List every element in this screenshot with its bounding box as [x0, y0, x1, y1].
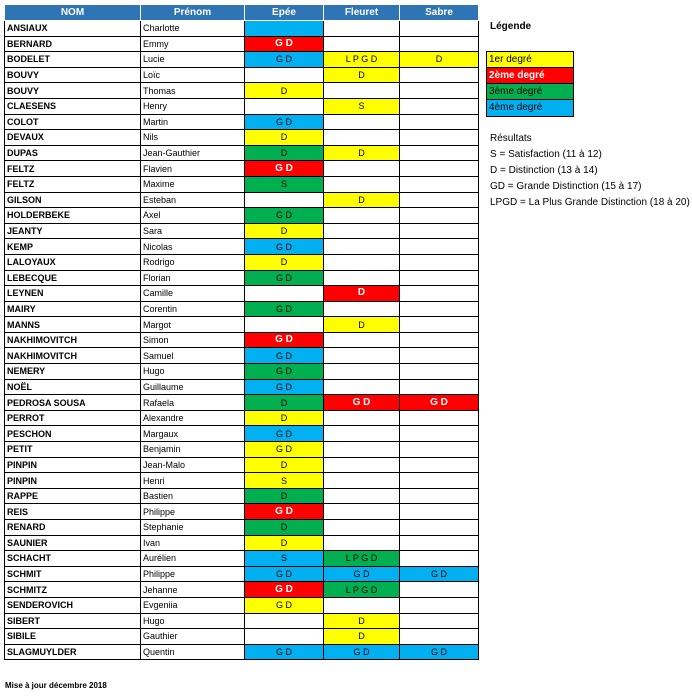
table-row	[5, 176, 479, 192]
cell-sabre: D	[400, 52, 479, 68]
cell-sabre	[400, 130, 479, 146]
cell-sabre	[400, 379, 479, 395]
cell-prenom: Rafaela	[141, 395, 245, 411]
cell-sabre	[400, 301, 479, 317]
legend-item: 3ème degré	[487, 84, 573, 100]
result-line-d: D = Distinction (13 à 14)	[490, 165, 598, 176]
grades-table	[4, 4, 479, 660]
header-sabre: Sabre	[400, 5, 479, 21]
cell-nom: BODELET	[5, 52, 141, 68]
cell-fleuret	[324, 442, 400, 458]
cell-prenom: Jean-Gauthier	[141, 145, 245, 161]
cell-epee: S	[245, 176, 324, 192]
cell-sabre	[400, 332, 479, 348]
cell-fleuret	[324, 520, 400, 536]
cell-prenom: Alexandre	[141, 410, 245, 426]
table-row	[5, 332, 479, 348]
cell-sabre	[400, 270, 479, 286]
cell-sabre	[400, 114, 479, 130]
result-line-lpgd: LPGD = La Plus Grande Distinction (18 à 20)	[490, 197, 690, 208]
table-row	[5, 286, 479, 302]
table-row	[5, 520, 479, 536]
table-row	[5, 395, 479, 411]
cell-fleuret	[324, 301, 400, 317]
cell-nom: MANNS	[5, 317, 141, 333]
cell-epee: G D	[245, 270, 324, 286]
table-row	[5, 270, 479, 286]
cell-prenom: Thomas	[141, 83, 245, 99]
cell-fleuret	[324, 21, 400, 37]
cell-fleuret	[324, 457, 400, 473]
cell-epee	[245, 286, 324, 302]
cell-nom: BERNARD	[5, 36, 141, 52]
header-nom: NOM	[5, 5, 141, 21]
results-title: Résultats	[490, 133, 532, 144]
cell-prenom: Samuel	[141, 348, 245, 364]
cell-sabre: G D	[400, 644, 479, 660]
cell-fleuret: S	[324, 98, 400, 114]
cell-prenom: Aurélien	[141, 551, 245, 567]
cell-prenom: Hugo	[141, 613, 245, 629]
cell-epee: G D	[245, 52, 324, 68]
cell-prenom: Gauthier	[141, 629, 245, 645]
cell-epee: G D	[245, 301, 324, 317]
cell-epee: G D	[245, 504, 324, 520]
cell-nom: SENDEROVICH	[5, 597, 141, 613]
cell-epee: D	[245, 223, 324, 239]
cell-fleuret	[324, 36, 400, 52]
cell-nom: RAPPE	[5, 488, 141, 504]
cell-nom: BOUVY	[5, 67, 141, 83]
cell-fleuret	[324, 504, 400, 520]
cell-fleuret	[324, 114, 400, 130]
cell-nom: NAKHIMOVITCH	[5, 332, 141, 348]
update-note: Mise à jour décembre 2018	[5, 681, 107, 690]
cell-nom: BOUVY	[5, 83, 141, 99]
legend-item: 4ème degré	[487, 100, 573, 116]
table-row	[5, 130, 479, 146]
cell-fleuret	[324, 270, 400, 286]
cell-prenom: Axel	[141, 208, 245, 224]
cell-fleuret	[324, 223, 400, 239]
cell-sabre	[400, 208, 479, 224]
cell-nom: PERROT	[5, 410, 141, 426]
header-fleuret: Fleuret	[324, 5, 400, 21]
cell-nom: LEYNEN	[5, 286, 141, 302]
cell-prenom: Charlotte	[141, 21, 245, 37]
cell-sabre	[400, 629, 479, 645]
cell-prenom: Ivan	[141, 535, 245, 551]
cell-nom: JEANTY	[5, 223, 141, 239]
cell-epee: G D	[245, 348, 324, 364]
cell-fleuret	[324, 130, 400, 146]
cell-prenom: Maxime	[141, 176, 245, 192]
cell-prenom: Loïc	[141, 67, 245, 83]
cell-sabre	[400, 520, 479, 536]
table-row	[5, 457, 479, 473]
cell-epee: G D	[245, 597, 324, 613]
cell-epee: G D	[245, 114, 324, 130]
cell-prenom: Benjamin	[141, 442, 245, 458]
cell-sabre	[400, 488, 479, 504]
cell-epee	[245, 21, 324, 37]
cell-sabre	[400, 597, 479, 613]
cell-prenom: Jehanne	[141, 582, 245, 598]
table-row	[5, 317, 479, 333]
cell-epee	[245, 98, 324, 114]
cell-fleuret	[324, 597, 400, 613]
table-row	[5, 67, 479, 83]
table-body	[5, 21, 479, 660]
cell-prenom: Rodrigo	[141, 254, 245, 270]
cell-sabre	[400, 551, 479, 567]
cell-nom: SCHMITZ	[5, 582, 141, 598]
cell-prenom: Quentin	[141, 644, 245, 660]
cell-epee: S	[245, 473, 324, 489]
table-row	[5, 488, 479, 504]
cell-epee: D	[245, 535, 324, 551]
cell-prenom: Hugo	[141, 364, 245, 380]
table-row	[5, 208, 479, 224]
cell-nom: PESCHON	[5, 426, 141, 442]
table-row	[5, 644, 479, 660]
cell-fleuret	[324, 83, 400, 99]
table-row	[5, 254, 479, 270]
cell-epee: D	[245, 254, 324, 270]
cell-sabre	[400, 21, 479, 37]
cell-fleuret: G D	[324, 566, 400, 582]
cell-nom: COLOT	[5, 114, 141, 130]
cell-sabre	[400, 457, 479, 473]
cell-nom: FELTZ	[5, 176, 141, 192]
cell-prenom: Henri	[141, 473, 245, 489]
cell-epee: G D	[245, 644, 324, 660]
table-row	[5, 504, 479, 520]
cell-epee	[245, 613, 324, 629]
cell-nom: LEBECQUE	[5, 270, 141, 286]
cell-nom: SIBILE	[5, 629, 141, 645]
cell-sabre	[400, 442, 479, 458]
table-row	[5, 21, 479, 37]
cell-prenom: Flavien	[141, 161, 245, 177]
cell-sabre	[400, 176, 479, 192]
table-row	[5, 629, 479, 645]
table-row	[5, 566, 479, 582]
cell-fleuret	[324, 488, 400, 504]
cell-sabre	[400, 67, 479, 83]
cell-epee: G D	[245, 161, 324, 177]
cell-prenom: Jean-Malo	[141, 457, 245, 473]
cell-prenom: Corentin	[141, 301, 245, 317]
cell-sabre: G D	[400, 566, 479, 582]
table-row	[5, 98, 479, 114]
cell-nom: DEVAUX	[5, 130, 141, 146]
cell-fleuret	[324, 410, 400, 426]
cell-prenom: Henry	[141, 98, 245, 114]
cell-prenom: Nils	[141, 130, 245, 146]
cell-epee	[245, 67, 324, 83]
cell-prenom: Margaux	[141, 426, 245, 442]
legend-item: 2ème degré	[487, 68, 573, 84]
cell-prenom: Margot	[141, 317, 245, 333]
cell-nom: MAIRY	[5, 301, 141, 317]
result-line-s: S = Satisfaction (11 à 12)	[490, 149, 602, 160]
cell-fleuret	[324, 473, 400, 489]
table-row	[5, 535, 479, 551]
cell-sabre	[400, 317, 479, 333]
cell-nom: KEMP	[5, 239, 141, 255]
cell-nom: REIS	[5, 504, 141, 520]
cell-nom: PEDROSA SOUSA	[5, 395, 141, 411]
cell-fleuret: D	[324, 67, 400, 83]
cell-fleuret: L P G D	[324, 582, 400, 598]
cell-nom: PINPIN	[5, 473, 141, 489]
table-row	[5, 52, 479, 68]
cell-fleuret: D	[324, 192, 400, 208]
cell-epee: G D	[245, 208, 324, 224]
cell-fleuret	[324, 176, 400, 192]
cell-sabre	[400, 145, 479, 161]
cell-prenom: Nicolas	[141, 239, 245, 255]
cell-fleuret: G D	[324, 644, 400, 660]
table-row	[5, 613, 479, 629]
cell-nom: LALOYAUX	[5, 254, 141, 270]
cell-fleuret	[324, 379, 400, 395]
cell-prenom: Stephanie	[141, 520, 245, 536]
cell-epee: D	[245, 457, 324, 473]
cell-prenom: Camille	[141, 286, 245, 302]
cell-fleuret: D	[324, 613, 400, 629]
table-row	[5, 379, 479, 395]
cell-prenom: Lucie	[141, 52, 245, 68]
cell-prenom: Emmy	[141, 36, 245, 52]
table-row	[5, 348, 479, 364]
legend-box	[486, 51, 574, 117]
cell-fleuret: D	[324, 145, 400, 161]
cell-epee: G D	[245, 442, 324, 458]
table-row	[5, 161, 479, 177]
cell-nom: SAUNIER	[5, 535, 141, 551]
cell-nom: ANSIAUX	[5, 21, 141, 37]
cell-fleuret	[324, 161, 400, 177]
cell-nom: SLAGMUYLDER	[5, 644, 141, 660]
cell-epee: G D	[245, 566, 324, 582]
cell-fleuret: D	[324, 317, 400, 333]
cell-epee: G D	[245, 426, 324, 442]
cell-sabre	[400, 613, 479, 629]
cell-epee: G D	[245, 582, 324, 598]
table-row	[5, 473, 479, 489]
result-line-gd: GD = Grande Distinction (15 à 17)	[490, 181, 642, 192]
cell-prenom: Sara	[141, 223, 245, 239]
table-row	[5, 239, 479, 255]
cell-nom: RENARD	[5, 520, 141, 536]
cell-epee	[245, 317, 324, 333]
cell-sabre	[400, 239, 479, 255]
cell-nom: SCHMIT	[5, 566, 141, 582]
table-row	[5, 192, 479, 208]
cell-nom: CLAESENS	[5, 98, 141, 114]
cell-prenom: Bastien	[141, 488, 245, 504]
table-row	[5, 114, 479, 130]
cell-epee: G D	[245, 332, 324, 348]
cell-fleuret	[324, 332, 400, 348]
cell-epee: D	[245, 410, 324, 426]
cell-fleuret: L P G D	[324, 52, 400, 68]
cell-fleuret	[324, 254, 400, 270]
table-row	[5, 597, 479, 613]
cell-sabre	[400, 83, 479, 99]
cell-sabre: G D	[400, 395, 479, 411]
cell-epee: D	[245, 395, 324, 411]
table-row	[5, 442, 479, 458]
cell-nom: SCHACHT	[5, 551, 141, 567]
cell-sabre	[400, 364, 479, 380]
cell-nom: DUPAS	[5, 145, 141, 161]
legend-title: Légende	[490, 21, 532, 32]
cell-epee: D	[245, 83, 324, 99]
cell-epee: D	[245, 488, 324, 504]
table-row	[5, 223, 479, 239]
cell-nom: SIBERT	[5, 613, 141, 629]
cell-fleuret: G D	[324, 395, 400, 411]
cell-nom: FELTZ	[5, 161, 141, 177]
cell-sabre	[400, 473, 479, 489]
cell-sabre	[400, 161, 479, 177]
cell-nom: NOËL	[5, 379, 141, 395]
cell-sabre	[400, 98, 479, 114]
cell-fleuret	[324, 364, 400, 380]
cell-nom: NEMERY	[5, 364, 141, 380]
cell-fleuret	[324, 348, 400, 364]
cell-nom: PETIT	[5, 442, 141, 458]
cell-sabre	[400, 582, 479, 598]
cell-epee	[245, 192, 324, 208]
cell-prenom: Philippe	[141, 566, 245, 582]
cell-fleuret: L P G D	[324, 551, 400, 567]
cell-sabre	[400, 504, 479, 520]
cell-epee: D	[245, 145, 324, 161]
cell-sabre	[400, 36, 479, 52]
cell-prenom: Guillaume	[141, 379, 245, 395]
cell-nom: NAKHIMOVITCH	[5, 348, 141, 364]
cell-epee: S	[245, 551, 324, 567]
results-section	[490, 131, 690, 211]
header-row	[5, 5, 479, 21]
cell-sabre	[400, 254, 479, 270]
cell-nom: GILSON	[5, 192, 141, 208]
cell-prenom: Martin	[141, 114, 245, 130]
header-prenom: Prénom	[141, 5, 245, 21]
cell-prenom: Florian	[141, 270, 245, 286]
cell-sabre	[400, 286, 479, 302]
table-row	[5, 83, 479, 99]
cell-nom: PINPIN	[5, 457, 141, 473]
cell-sabre	[400, 192, 479, 208]
cell-sabre	[400, 426, 479, 442]
cell-sabre	[400, 535, 479, 551]
cell-fleuret	[324, 239, 400, 255]
table-row	[5, 301, 479, 317]
table-row	[5, 364, 479, 380]
cell-prenom: Esteban	[141, 192, 245, 208]
cell-prenom: Simon	[141, 332, 245, 348]
cell-epee: G D	[245, 379, 324, 395]
cell-prenom: Philippe	[141, 504, 245, 520]
cell-sabre	[400, 410, 479, 426]
cell-fleuret	[324, 426, 400, 442]
cell-epee: D	[245, 520, 324, 536]
cell-sabre	[400, 348, 479, 364]
table-row	[5, 582, 479, 598]
header-epee: Epée	[245, 5, 324, 21]
cell-fleuret	[324, 208, 400, 224]
cell-epee: G D	[245, 364, 324, 380]
cell-nom: HOLDERBEKE	[5, 208, 141, 224]
cell-epee: G D	[245, 239, 324, 255]
cell-epee	[245, 629, 324, 645]
cell-fleuret: D	[324, 286, 400, 302]
table-row	[5, 426, 479, 442]
legend-item: 1er degré	[487, 52, 573, 68]
cell-epee: G D	[245, 36, 324, 52]
table-row	[5, 36, 479, 52]
cell-prenom: Evgeniia	[141, 597, 245, 613]
table-row	[5, 551, 479, 567]
cell-epee: D	[245, 130, 324, 146]
cell-fleuret	[324, 535, 400, 551]
cell-sabre	[400, 223, 479, 239]
cell-fleuret: D	[324, 629, 400, 645]
table-row	[5, 410, 479, 426]
table-row	[5, 145, 479, 161]
